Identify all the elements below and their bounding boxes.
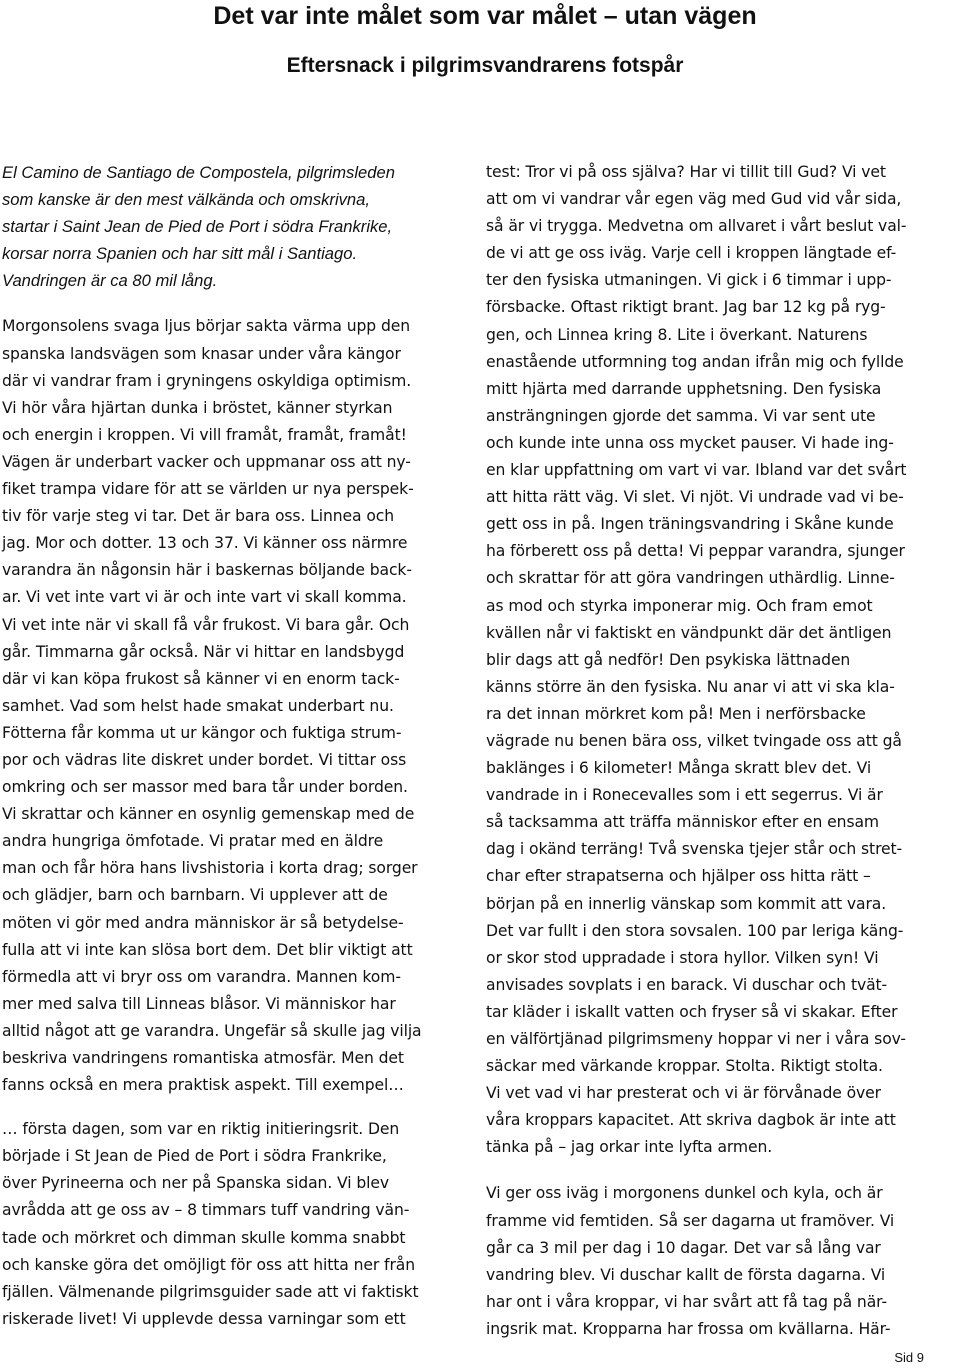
text-line: tiv för varje steg vi tar. Det är bara oss. Linnea och: [2, 507, 395, 526]
text-line: mitt hjärta med darrande upphetsning. Den fysiska: [486, 379, 882, 398]
text-line: riskerade livet! Vi upplevde dessa varningar som ett: [2, 1309, 406, 1328]
text-line: fjällen. Välmenande pilgrimsguider sade att vi faktiskt: [2, 1282, 419, 1301]
text-line: tade och mörkret och dimman skulle komma snabbt: [2, 1228, 406, 1247]
text-line: korsar norra Spanien och har sitt mål i Santiago.: [2, 244, 358, 264]
text-line: där vi vandrar fram i gryningens oskyldiga optimism.: [2, 371, 412, 390]
text-line: början på en innerlig vänskap som kommit att vara.: [486, 894, 887, 913]
right-column: [486, 159, 956, 1343]
text-line: mer med salva till Linneas blåsor. Vi människor har: [2, 994, 396, 1013]
body-paragraph-test: [486, 159, 956, 1161]
text-line: enastående utformning tog andan ifrån mig och fyllde: [486, 352, 904, 371]
text-line: man och får höra hans livshistoria i korta drag; sorger: [2, 859, 418, 878]
text-line: vandring blev. Vi duschar kallt de första dagarna. Vi: [486, 1265, 886, 1284]
text-line: por och vädras lite diskret under bordet. Vi tittar oss: [2, 750, 407, 769]
text-line: ra det innan mörkret kom på! Men i nerförsbacke: [486, 704, 866, 723]
text-line: avrådda att ge oss av – 8 timmars tuff vandring vän-: [2, 1201, 410, 1220]
text-line: … första dagen, som var en riktig initieringsrit. Den: [2, 1120, 400, 1139]
body-paragraph-first-day: [2, 1116, 472, 1333]
text-line: samhet. Vad som helst hade smakat underbart nu.: [2, 696, 394, 715]
text-line: or skor stod uppradade i stora hyllor. Vilken syn! Vi: [486, 948, 879, 967]
text-line: jag. Mor och dotter. 13 och 37. Vi känner oss närmre: [2, 534, 408, 553]
text-line: beskriva vandringens romantiska atmosfär. Men det: [2, 1049, 404, 1067]
text-line: över Pyrineerna och ner på Spanska sidan. Vi blev: [2, 1174, 390, 1193]
text-line: varandra än någonsin här i baskernas böljande back-: [2, 561, 412, 580]
text-line: anvisades sovplats i en barack. Vi duschar och tvät-: [486, 975, 888, 994]
text-line: dag i okänd terräng! Två svenska tjejer står och stret-: [486, 840, 903, 859]
text-line: en klar uppfattning om vart vi var. Ibland var det svårt: [486, 461, 907, 480]
text-line: char efter strapatserna och hjälper oss hitta rätt –: [486, 867, 871, 886]
body-paragraph-following-days: [486, 1180, 956, 1343]
text-line: Vandringen är ca 80 mil lång.: [2, 271, 218, 291]
text-line: ha förberett oss på detta! Vi peppar varandra, sjunger: [486, 542, 905, 561]
text-line: att om vi vandrar vår egen väg med Gud vid vår sida,: [486, 190, 902, 209]
page-number: Sid 9: [894, 1350, 924, 1365]
text-line: tar kläder i iskallt vatten och fryser så vi skakar. Efter: [486, 1002, 898, 1021]
text-line: Det var fullt i den stora sovsalen. 100 par leriga käng-: [486, 921, 904, 940]
text-line: Vi vet vad vi har presterat och vi är förvånade över: [486, 1084, 881, 1103]
text-line: möten vi gör med andra människor är så betydelse-: [2, 913, 404, 932]
text-line: vägrade nu benen bära oss, vilket tvingade oss att gå: [486, 731, 902, 750]
text-line: att hitta rätt väg. Vi slet. Vi njöt. Vi undrade vad vi be-: [486, 488, 904, 507]
body-paragraph-morning: [2, 313, 472, 1099]
text-line: och kanske göra det omöjligt för oss att hitta ner från: [2, 1255, 415, 1274]
text-line: gett oss in på. Ingen träningsvandring i Skåne kunde: [486, 515, 894, 534]
text-line: Morgonsolens svaga ljus börjar sakta värma upp den: [2, 317, 411, 336]
text-line: gen, och Linnea kring 8. Lite i överkant. Naturens: [486, 325, 868, 344]
text-line: känns större än den fysiska. Nu anar vi att vi ska kla-: [486, 677, 895, 696]
text-line: en välförtjänad pilgrimsmeny hoppar vi ner i våra sov-: [486, 1030, 906, 1048]
text-line: ingsrik mat. Kropparna har frossa om kvällarna. Här-: [486, 1319, 891, 1338]
text-line: förmedla att vi bryr oss om varandra. Mannen kom-: [2, 967, 401, 986]
text-line: ter den fysiska utmaningen. Vi gick i 6 timmar i upp-: [486, 271, 892, 290]
text-line: där vi kan köpa frukost så känner vi en enorm tack-: [2, 669, 400, 688]
text-line: baklänges i 6 kilometer! Många skratt blev det. Vi: [486, 759, 872, 778]
text-line: andra hungriga ömfotade. Vi pratar med en äldre: [2, 832, 384, 851]
text-line: och glädjer, barn och barnbarn. Vi upplever att de: [2, 886, 388, 905]
text-line: ar. Vi vet inte vart vi är och inte vart vi skall komma.: [2, 588, 407, 607]
text-line: spanska landsvägen som knasar under våra kängor: [2, 344, 401, 363]
text-line: vandrade in i Ronecevalles som i ett segerrus. Vi är: [486, 786, 883, 805]
intro-paragraph: [2, 159, 472, 294]
text-line: kvällen når vi faktiskt en vändpunkt där det äntligen: [486, 623, 892, 642]
page-title: [0, 0, 960, 31]
text-line: och energin i kroppen. Vi vill framåt, framåt, framåt!: [2, 425, 407, 444]
text-line: och skrattar för att göra vandringen uthärdlig. Linne-: [486, 569, 895, 588]
text-line: började i St Jean de Pied de Port i södra Frankrike,: [2, 1147, 387, 1166]
text-line: våra kroppars kapacitet. Att skriva dagbok är inte att: [486, 1111, 896, 1130]
text-line: fiket trampa vidare för att se världen ur nya perspek-: [2, 480, 414, 499]
text-line: Vi ger oss iväg i morgonens dunkel och kyla, och är: [486, 1184, 883, 1203]
text-line: säckar med värkande kroppar. Stolta. Riktigt stolta.: [486, 1057, 883, 1076]
text-line: Fötterna får komma ut ur kängor och fuktiga strum-: [2, 723, 402, 742]
text-line: så är vi trygga. Medvetna om allvaret i vårt beslut val-: [486, 217, 907, 236]
page-subtitle-text: Eftersnack i pilgrimsvandrarens fotspår: [286, 54, 684, 77]
text-line: försbacke. Oftast riktigt brant. Jag bar 12 kg på ryg-: [486, 298, 886, 317]
text-line: som kanske är den mest välkända och omskrivna,: [2, 190, 370, 210]
text-line: as mod och styrka imponerar mig. Och fram emot: [486, 596, 873, 615]
text-line: alltid något att ge varandra. Ungefär så skulle jag vilja: [2, 1021, 422, 1040]
page-subtitle: [0, 53, 960, 79]
text-line: Vi hör våra hjärtan dunka i bröstet, känner styrkan: [2, 398, 393, 417]
text-line: tänka på – jag orkar inte lyfta armen.: [486, 1138, 773, 1157]
text-line: Vi vet inte när vi skall få vår frukost. Vi bara går. Och: [2, 615, 410, 634]
text-line: Vägen är underbart vacker och uppmanar oss att ny-: [2, 452, 411, 471]
text-line: blir dags att gå nedför! Den psykiska lättnaden: [486, 650, 851, 669]
text-line: går ca 3 mil per dag i 10 dagar. Det var så lång var: [486, 1238, 881, 1257]
left-column: [2, 159, 472, 1333]
text-line: test: Tror vi på oss själva? Har vi tillit till Gud? Vi vet: [486, 163, 886, 181]
text-line: och kunde inte unna oss mycket pauser. Vi hade ing-: [486, 433, 894, 452]
text-line: fulla att vi inte kan slösa bort dem. Det blir viktigt att: [2, 940, 413, 959]
text-line: går. Timmarna går också. När vi hittar en landsbygd: [2, 642, 405, 661]
text-line: ansträngningen gjorde det samma. Vi var sent ute: [486, 406, 876, 425]
text-line: Vi skrattar och känner en osynlig gemenskap med de: [2, 805, 415, 824]
text-line: har ont i våra kroppar, vi har svårt att få tag på när-: [486, 1292, 887, 1311]
text-line: El Camino de Santiago de Compostela, pilgrimsleden: [2, 163, 395, 182]
page-title-text: Det var inte målet som var målet – utan vägen: [213, 2, 757, 30]
text-line: de vi att ge oss iväg. Varje cell i kroppen längtade ef-: [486, 244, 897, 263]
text-line: så tacksamma att träffa människor efter en ensam: [486, 813, 880, 832]
text-line: framme vid femtiden. Så ser dagarna ut framöver. Vi: [486, 1211, 895, 1230]
text-line: startar i Saint Jean de Pied de Port i södra Frankrike,: [2, 217, 393, 237]
text-line: omkring och ser massor med bara tår under borden.: [2, 778, 408, 797]
text-line: fanns också en mera praktisk aspekt. Till exempel…: [2, 1076, 404, 1095]
